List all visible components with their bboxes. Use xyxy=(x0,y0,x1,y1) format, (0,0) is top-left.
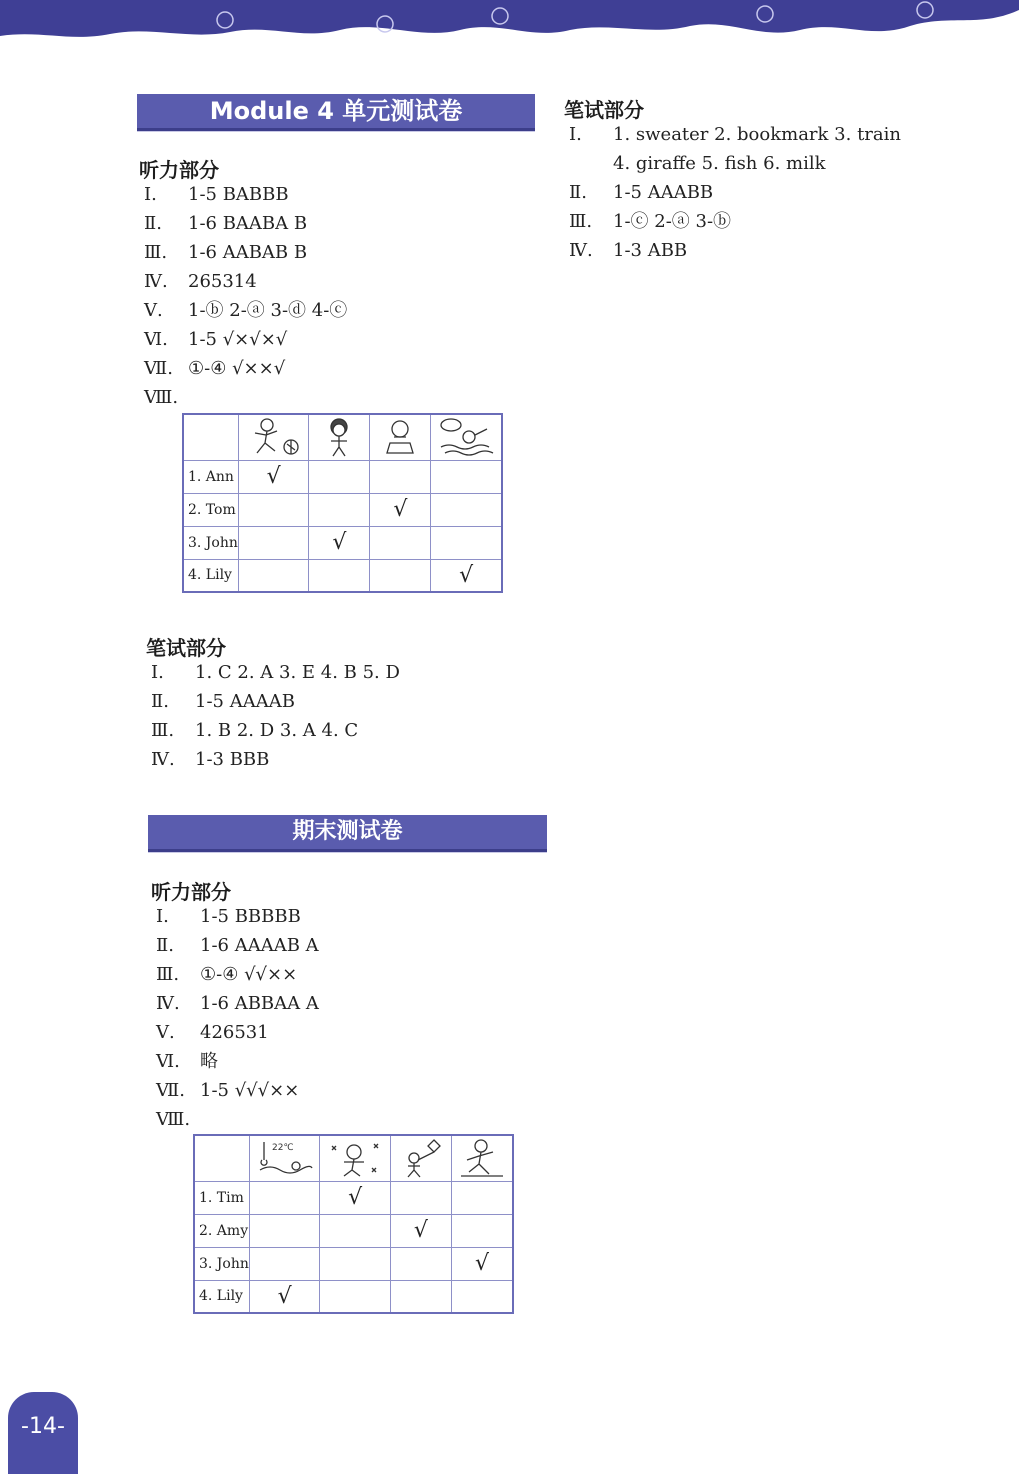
check-cell xyxy=(320,1280,391,1313)
check-cell xyxy=(320,1214,391,1247)
item-answer: ①-④ √××√ xyxy=(188,358,286,379)
check-cell xyxy=(309,559,370,592)
answer-row xyxy=(144,358,285,380)
item-answer: 1-5 AAABB xyxy=(613,182,714,203)
item-number: Ⅶ. xyxy=(144,358,173,379)
item-number: Ⅱ. xyxy=(569,182,587,203)
item-answer: 1-ⓒ 2-ⓐ 3-ⓑ xyxy=(613,211,732,232)
item-number: Ⅰ. xyxy=(151,662,164,683)
temperature-label: 22℃ xyxy=(271,1143,294,1154)
check-cell: √ xyxy=(370,493,431,526)
item-number: Ⅳ. xyxy=(569,240,593,261)
check-cell: √ xyxy=(249,1280,320,1313)
check-cell xyxy=(238,526,309,559)
page-number: 14 xyxy=(29,1414,57,1439)
picture-cell xyxy=(238,414,309,460)
check-cell xyxy=(249,1181,320,1214)
answer-row xyxy=(156,993,319,1015)
answer-row xyxy=(151,720,358,742)
check-cell: √ xyxy=(390,1214,451,1247)
item-number: Ⅷ. xyxy=(156,1109,191,1130)
check-cell xyxy=(370,526,431,559)
answer-row xyxy=(156,935,319,957)
table-corner-cell xyxy=(194,1135,249,1181)
check-cell xyxy=(249,1247,320,1280)
picture-cell xyxy=(431,414,502,460)
final-answer-table xyxy=(193,1134,514,1314)
item-answer: 1. B 2. D 3. A 4. C xyxy=(195,720,359,741)
check-cell xyxy=(238,559,309,592)
answer-row xyxy=(569,240,687,262)
picture-cell xyxy=(390,1135,451,1181)
check-cell: √ xyxy=(238,460,309,493)
item-number: Ⅲ. xyxy=(156,964,180,985)
item-number: Ⅲ. xyxy=(151,720,175,741)
picture-cell xyxy=(370,414,431,460)
item-answer: 1. C 2. A 3. E 4. B 5. D xyxy=(195,662,400,683)
hot-weather-icon xyxy=(256,1138,314,1178)
answer-row xyxy=(144,300,347,322)
check-cell: √ xyxy=(309,526,370,559)
item-answer: 1-3 ABB xyxy=(613,240,688,261)
answer-row xyxy=(151,749,269,771)
soccer-kid-icon xyxy=(245,417,303,457)
answer-row xyxy=(569,182,713,204)
table-row xyxy=(183,493,502,526)
item-number: Ⅳ. xyxy=(156,993,180,1014)
answer-row xyxy=(144,242,307,264)
answer-row xyxy=(151,691,295,713)
item-number: Ⅱ. xyxy=(156,935,174,956)
item-number: Ⅳ. xyxy=(151,749,175,770)
swimming-kid-icon xyxy=(437,417,495,457)
table-corner-cell xyxy=(183,414,238,460)
check-cell xyxy=(309,493,370,526)
check-cell: √ xyxy=(320,1181,391,1214)
item-answer: 略 xyxy=(200,1051,218,1072)
answer-row xyxy=(569,211,731,233)
answer-row xyxy=(144,271,257,293)
table-row xyxy=(183,559,502,592)
item-answer: 1-5 BBBBB xyxy=(200,906,301,927)
item-answer: 1-6 BAABA B xyxy=(188,213,308,234)
answer-row xyxy=(144,387,188,409)
check-cell: √ xyxy=(451,1247,513,1280)
item-number: Ⅲ. xyxy=(569,211,593,232)
answer-row xyxy=(156,906,301,928)
item-number: Ⅷ. xyxy=(144,387,179,408)
table-row xyxy=(183,526,502,559)
answer-row xyxy=(144,184,289,206)
header-wave-decoration xyxy=(0,0,1019,46)
item-answer: 1-5 √√√×× xyxy=(200,1080,300,1101)
item-number: Ⅳ. xyxy=(144,271,168,292)
page-number-tab xyxy=(8,1392,78,1474)
snow-play-icon xyxy=(326,1138,384,1178)
student-name: 1. Ann xyxy=(183,460,238,493)
boy-icon xyxy=(314,417,364,457)
answer-row xyxy=(144,329,287,351)
page-number-dash-right: - xyxy=(57,1414,65,1439)
picture-cell xyxy=(320,1135,391,1181)
item-number: Ⅶ. xyxy=(156,1080,185,1101)
answer-row xyxy=(156,1051,218,1073)
item-answer: 1-6 AABAB B xyxy=(188,242,308,263)
picture-cell xyxy=(451,1135,513,1181)
item-answer: 1-5 √×√×√ xyxy=(188,329,288,350)
item-number: Ⅲ. xyxy=(144,242,168,263)
running-kid-icon xyxy=(457,1138,507,1178)
module4-answer-table xyxy=(182,413,503,593)
item-number: Ⅱ. xyxy=(151,691,169,712)
item-answer: 1-ⓑ 2-ⓐ 3-ⓓ 4-ⓒ xyxy=(188,300,348,321)
item-number: Ⅱ. xyxy=(144,213,162,234)
module4-banner-title: Module 4 单元测试卷 xyxy=(209,97,463,125)
page-number-dash-left: - xyxy=(21,1414,29,1439)
student-name: 2. Amy xyxy=(194,1214,249,1247)
item-number: Ⅴ. xyxy=(156,1022,175,1043)
item-number: Ⅰ. xyxy=(569,124,582,145)
table-row xyxy=(183,460,502,493)
check-cell xyxy=(390,1280,451,1313)
item-answer: 1-6 AAAAB A xyxy=(200,935,319,956)
answer-row xyxy=(569,124,901,146)
table-header-row xyxy=(194,1135,513,1181)
check-cell xyxy=(451,1280,513,1313)
answer-row xyxy=(156,1109,200,1131)
item-answer: ①-④ √√×× xyxy=(200,964,298,985)
student-name: 2. Tom xyxy=(183,493,238,526)
item-number: Ⅵ. xyxy=(144,329,168,350)
student-name: 1. Tim xyxy=(194,1181,249,1214)
check-cell xyxy=(431,493,502,526)
answer-row xyxy=(151,662,400,684)
table-row xyxy=(194,1181,513,1214)
table-row xyxy=(194,1280,513,1313)
check-cell xyxy=(320,1247,391,1280)
answer-row xyxy=(569,153,826,175)
student-name: 4. Lily xyxy=(183,559,238,592)
check-cell xyxy=(238,493,309,526)
table-row xyxy=(194,1247,513,1280)
item-number: Ⅵ. xyxy=(156,1051,180,1072)
item-answer: 1. sweater 2. bookmark 3. train xyxy=(613,124,901,145)
answer-row xyxy=(156,1080,299,1102)
table-row xyxy=(194,1214,513,1247)
item-answer: 1-5 BABBB xyxy=(188,184,289,205)
item-answer: 265314 xyxy=(188,271,257,292)
check-cell xyxy=(309,460,370,493)
check-cell: √ xyxy=(431,559,502,592)
check-cell xyxy=(390,1181,451,1214)
check-cell xyxy=(431,460,502,493)
final-listening-heading: 听力部分 xyxy=(151,880,231,904)
check-cell xyxy=(431,526,502,559)
table-header-row xyxy=(183,414,502,460)
item-number: Ⅰ. xyxy=(144,184,157,205)
student-name: 3. John xyxy=(194,1247,249,1280)
item-number: Ⅴ. xyxy=(144,300,163,321)
check-cell xyxy=(451,1181,513,1214)
module4-listening-heading: 听力部分 xyxy=(139,158,219,182)
item-answer: 4. giraffe 5. fish 6. milk xyxy=(613,153,826,174)
final-banner xyxy=(148,815,547,852)
item-answer: 426531 xyxy=(200,1022,269,1043)
check-cell xyxy=(451,1214,513,1247)
kite-kid-icon xyxy=(396,1138,446,1178)
module4-writing-heading: 笔试部分 xyxy=(146,636,226,660)
check-cell xyxy=(370,460,431,493)
check-cell xyxy=(390,1247,451,1280)
reading-kid-icon xyxy=(375,417,425,457)
student-name: 3. John xyxy=(183,526,238,559)
check-cell xyxy=(370,559,431,592)
item-answer: 1-6 ABBAA A xyxy=(200,993,319,1014)
module4-writing-right-heading: 笔试部分 xyxy=(564,98,644,122)
check-cell xyxy=(249,1214,320,1247)
item-answer: 1-5 AAAAB xyxy=(195,691,295,712)
answer-row xyxy=(156,964,297,986)
final-banner-title: 期末测试卷 xyxy=(292,819,403,844)
answer-row xyxy=(156,1022,269,1044)
picture-cell xyxy=(309,414,370,460)
student-name: 4. Lily xyxy=(194,1280,249,1313)
answer-row xyxy=(144,213,307,235)
module4-banner xyxy=(137,94,535,131)
item-number: Ⅰ. xyxy=(156,906,169,927)
item-answer: 1-3 BBB xyxy=(195,749,270,770)
picture-cell xyxy=(249,1135,320,1181)
